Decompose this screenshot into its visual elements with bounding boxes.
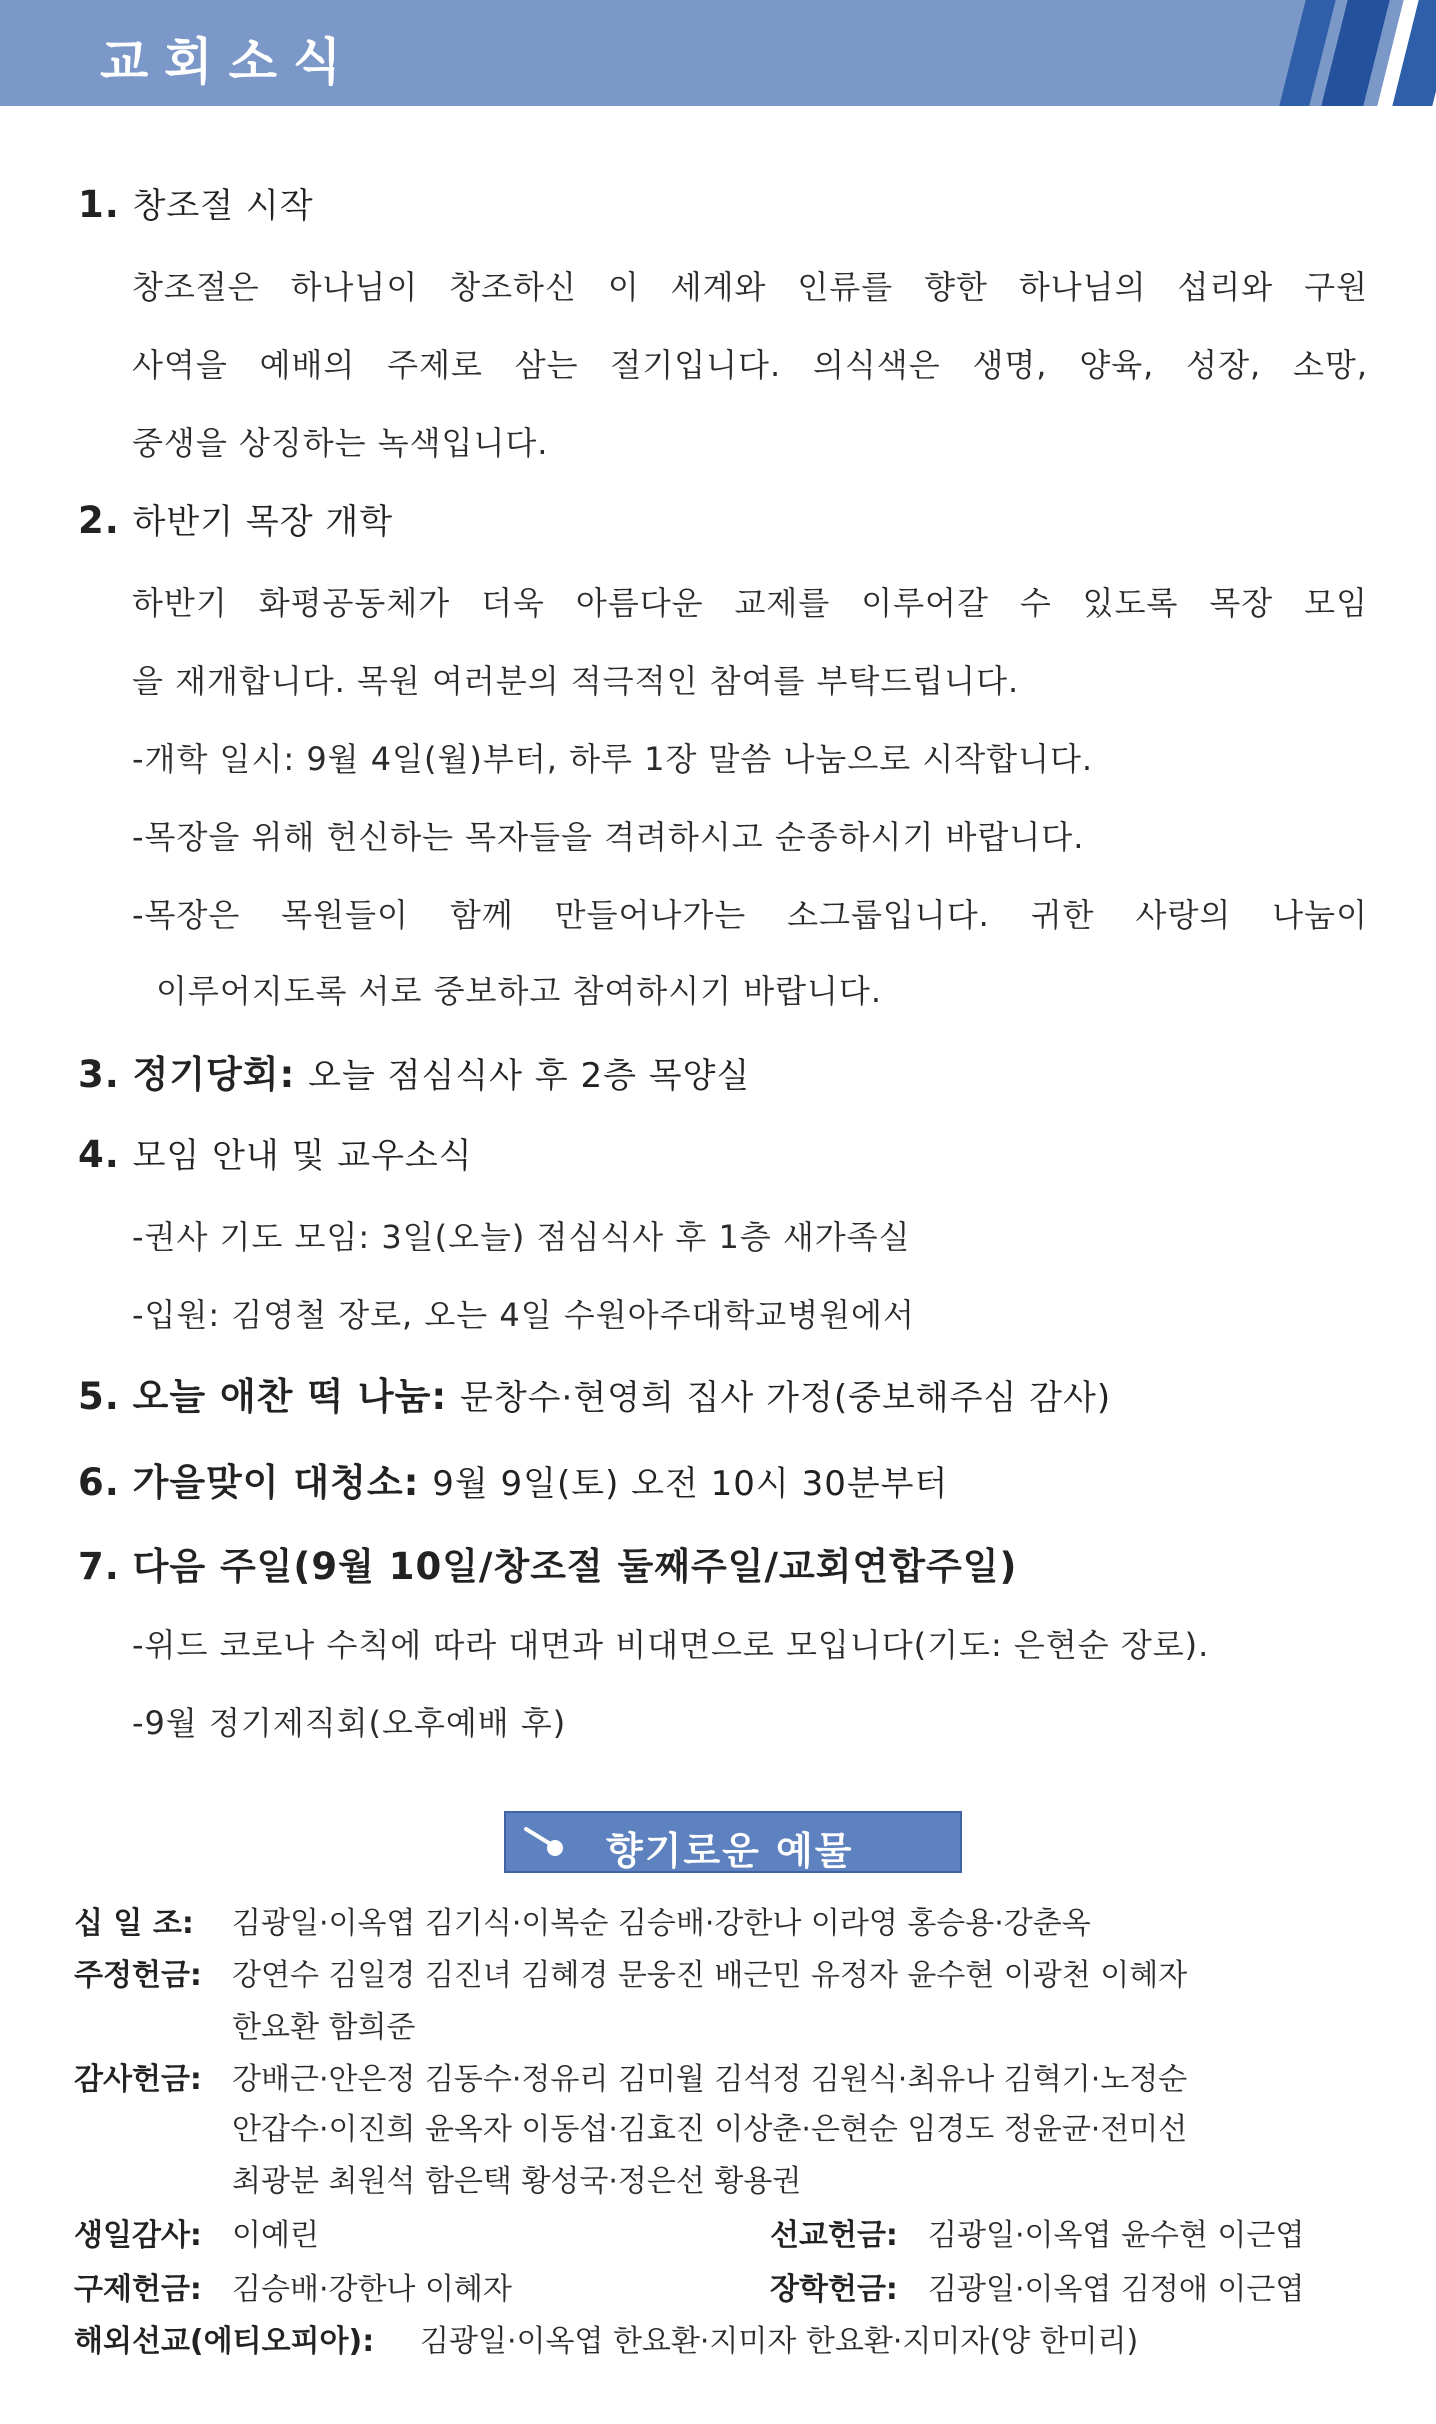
news-item-1-line: 창조절은 하나님이 창조하신 이 세계와 인류를 향한 하나님의 섭리와 구원 — [132, 268, 1368, 306]
news-item-6-title: 6. 가을맞이 대청소: 9월 9일(토) 오전 10시 30분부터 — [78, 1461, 949, 1504]
offering-names: 한요환 함희준 — [232, 2010, 416, 2045]
offerings-banner — [504, 1811, 962, 1873]
offering-label: 주정헌금: — [74, 1958, 202, 1993]
news-item-2-line: 이루어지도록 서로 중보하고 참여하시기 바랍니다. — [156, 972, 883, 1010]
news-item-1-line: 중생을 상징하는 녹색입니다. — [132, 424, 549, 462]
news-item-7-title: 7. 다음 주일(9월 10일/창조절 둘째주일/교회연합주일) — [78, 1545, 1018, 1588]
news-item-4-title: 4. 모임 안내 및 교우소식 — [78, 1133, 473, 1176]
offering-names: 김광일·이옥엽 윤수현 이근엽 — [928, 2218, 1305, 2253]
offering-names: 김승배·강한나 이혜자 — [232, 2272, 512, 2307]
news-item-2-line: -목장을 위해 헌신하는 목자들을 격려하시고 순종하시기 바랍니다. — [132, 818, 1085, 856]
news-item-2-line: -목장은 목원들이 함께 만들어나가는 소그룹입니다. 귀한 사랑의 나눔이 — [132, 896, 1368, 934]
offering-label: 장학헌금: — [770, 2272, 898, 2307]
offerings-banner-title: 향기로운 예물 — [606, 1829, 854, 1873]
offering-names: 강배근·안은정 김동수·정유리 김미월 김석정 김원식·최유나 김혁기·노정순 — [232, 2062, 1188, 2097]
news-item-4-line: -입원: 김영철 장로, 오는 4일 수원아주대학교병원에서 — [132, 1296, 915, 1334]
offering-label: 선교헌금: — [770, 2218, 898, 2253]
offering-label: 십 일 조: — [74, 1906, 194, 1941]
offering-names: 안갑수·이진희 윤옥자 이동섭·김효진 이상춘·은현순 임경도 정윤균·전미선 — [232, 2112, 1188, 2147]
offering-label: 해외선교(에티오피아): — [74, 2324, 375, 2359]
news-item-2-line: -개학 일시: 9월 4일(월)부터, 하루 1장 말씀 나눔으로 시작합니다. — [132, 740, 1094, 778]
news-item-1-line: 사역을 예배의 주제로 삼는 절기입니다. 의식색은 생명, 양육, 성장, 소망, — [132, 346, 1368, 384]
header-bar — [0, 0, 1436, 106]
news-item-2-line: 을 재개합니다. 목원 여러분의 적극적인 참여를 부탁드립니다. — [132, 662, 1020, 700]
news-item-1-title: 1. 창조절 시작 — [78, 183, 314, 226]
offering-names: 김광일·이옥엽 한요환·지미자 한요환·지미자(양 한미리) — [420, 2324, 1139, 2359]
offering-label: 감사헌금: — [74, 2062, 202, 2097]
news-item-7-line: -9월 정기제직회(오후예배 후) — [132, 1704, 567, 1742]
offering-names: 강연수 김일경 김진녀 김혜경 문웅진 배근민 유정자 윤수현 이광천 이혜자 — [232, 1958, 1188, 1993]
news-item-2-line: 하반기 화평공동체가 더욱 아름다운 교제를 이루어갈 수 있도록 목장 모임 — [132, 584, 1368, 622]
news-item-5-title: 5. 오늘 애찬 떡 나눔: 문창수·현영희 집사 가정(중보해주심 감사) — [78, 1375, 1112, 1418]
offering-label: 생일감사: — [74, 2218, 202, 2253]
offering-names: 김광일·이옥엽 김정애 이근엽 — [928, 2272, 1305, 2307]
offering-names: 최광분 최원석 함은택 황성국·정은선 황용권 — [232, 2164, 802, 2199]
news-item-4-line: -권사 기도 모임: 3일(오늘) 점심식사 후 1층 새가족실 — [132, 1218, 911, 1256]
offering-names: 김광일·이옥엽 김기식·이복순 김승배·강한나 이라영 홍승용·강춘옥 — [232, 1906, 1091, 1941]
news-item-3-title: 3. 정기당회: 오늘 점심식사 후 2층 목양실 — [78, 1053, 751, 1096]
news-item-7-line: -위드 코로나 수칙에 따라 대면과 비대면으로 모입니다(기도: 은현순 장로). — [132, 1626, 1210, 1664]
news-item-2-title: 2. 하반기 목장 개학 — [78, 499, 394, 542]
page-title: 교회소식 — [100, 33, 358, 91]
offering-label: 구제헌금: — [74, 2272, 202, 2307]
offering-names: 이예린 — [232, 2218, 319, 2253]
bell-icon — [522, 1823, 570, 1863]
